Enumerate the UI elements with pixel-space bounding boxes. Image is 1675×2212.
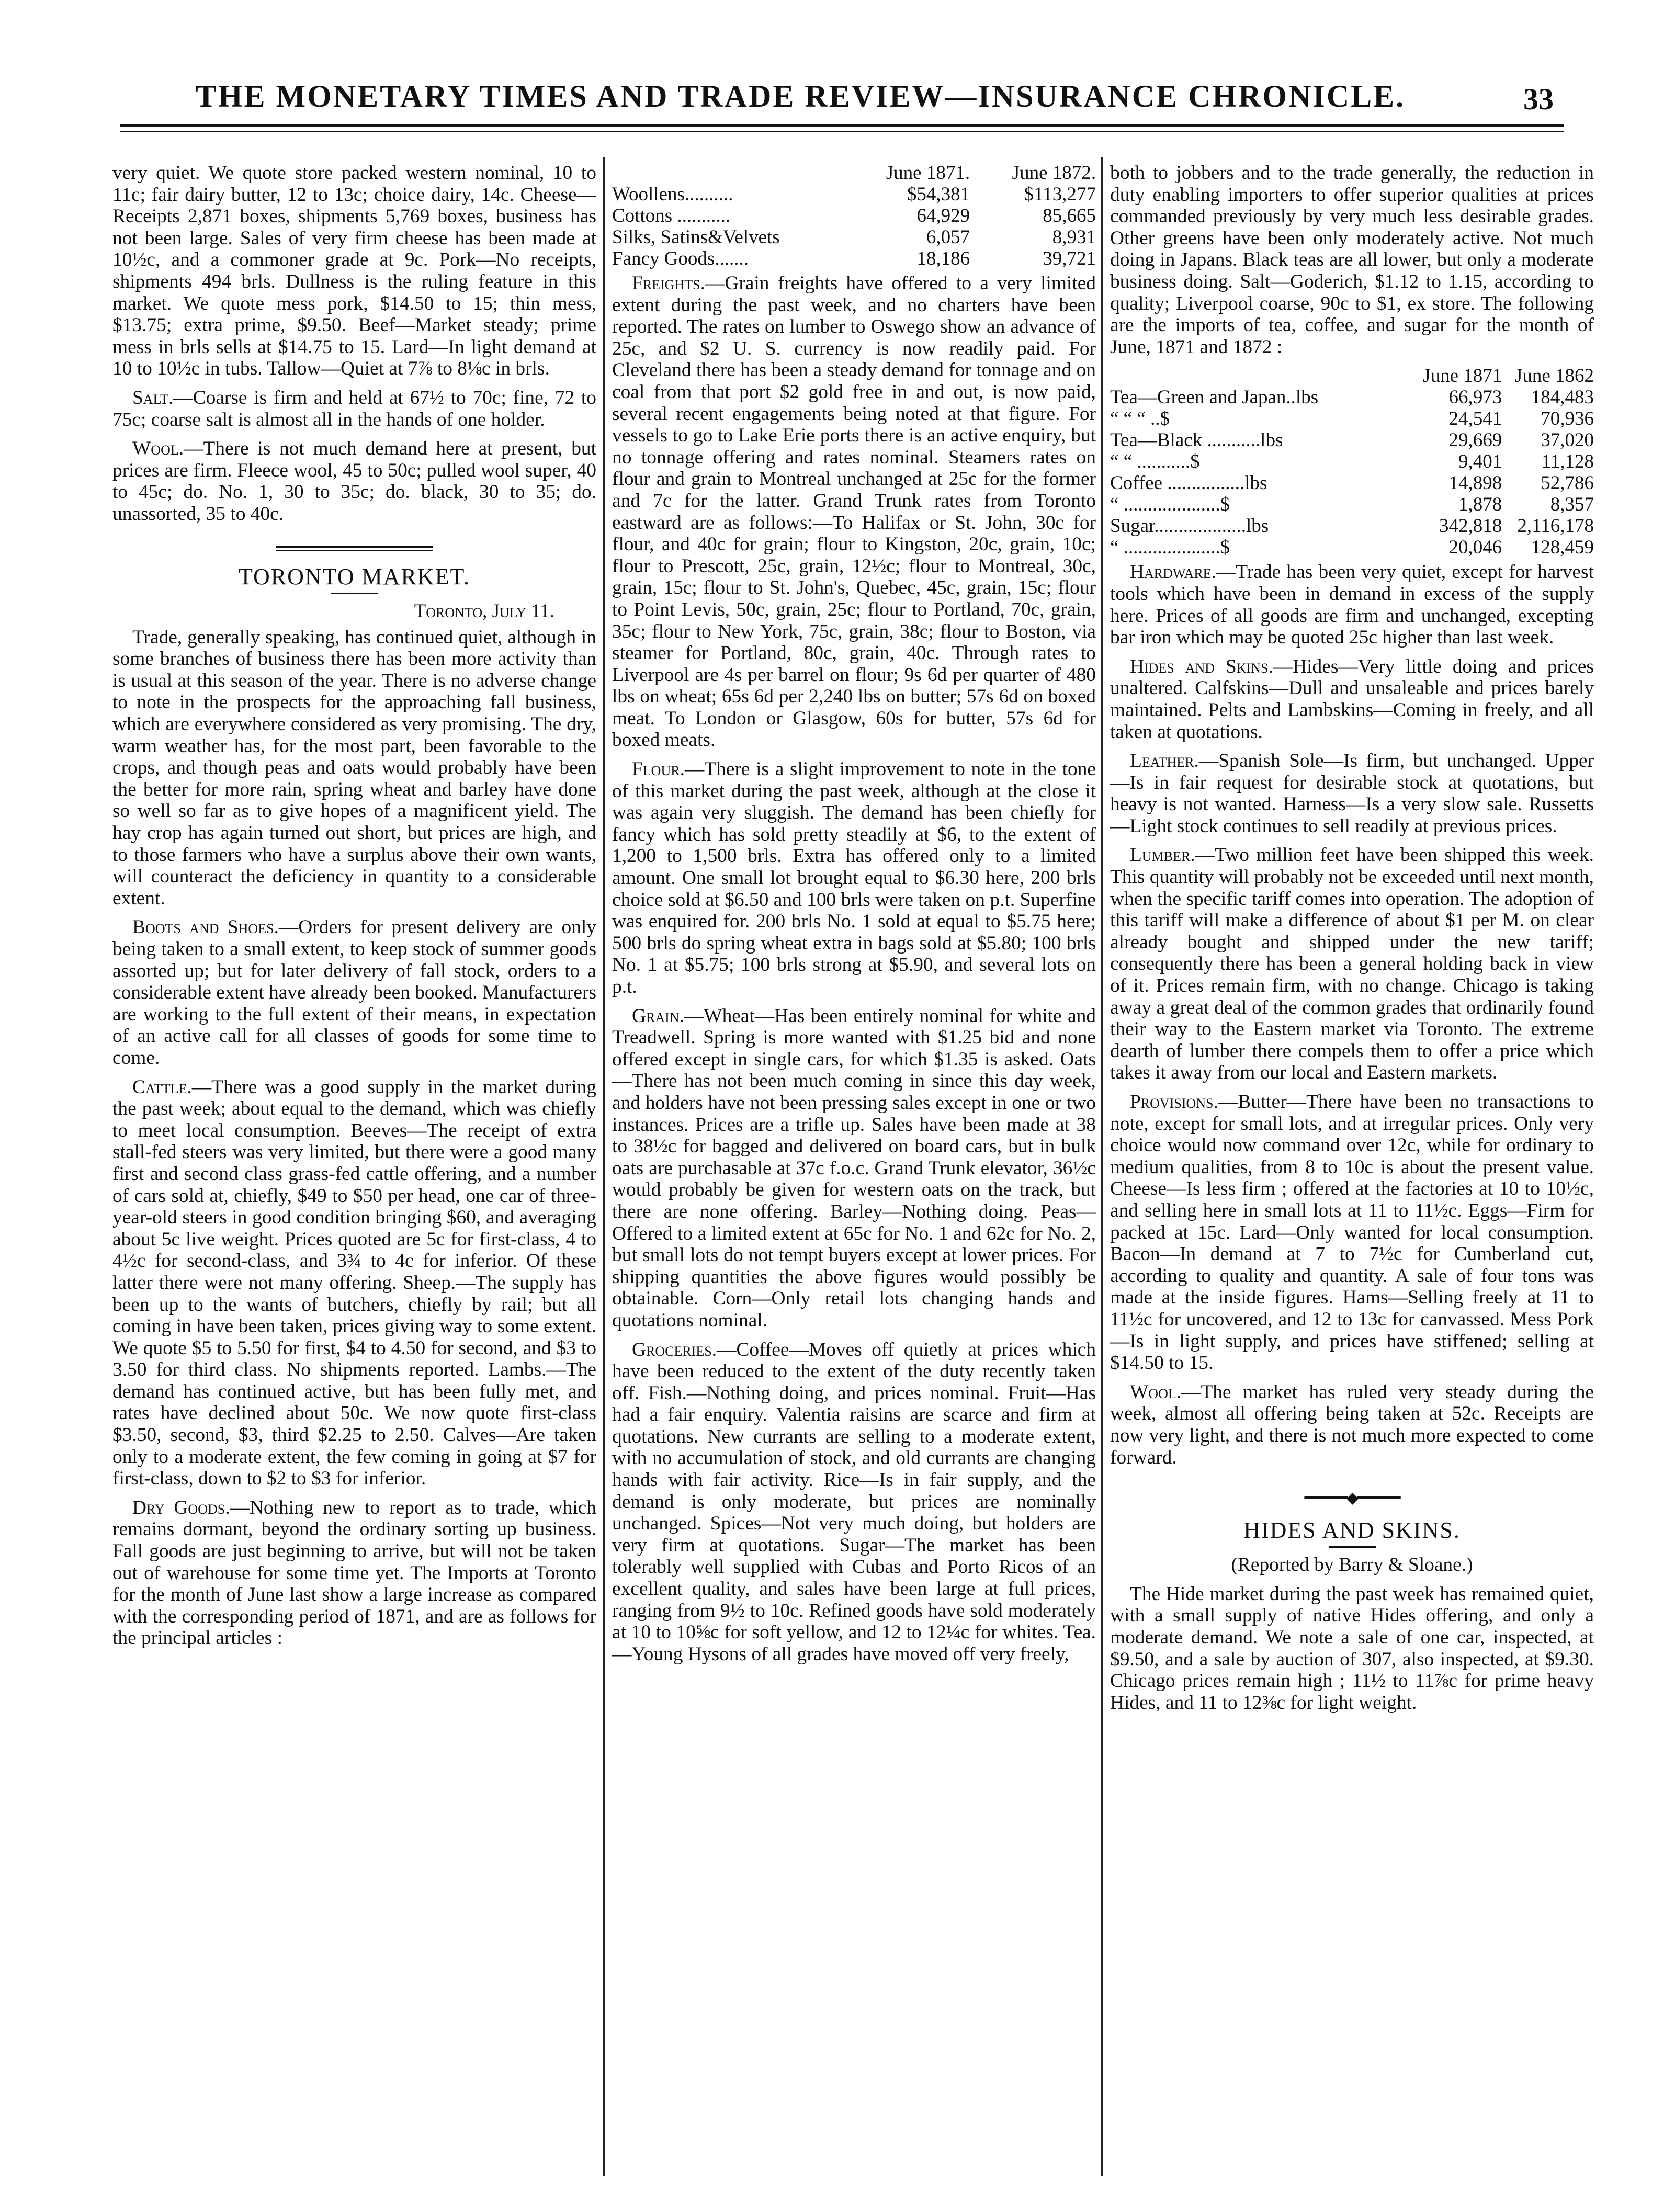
wool-label: Wool. — [132, 438, 184, 460]
hardware-paragraph — [1110, 561, 1594, 648]
salt-text: —Coarse is firm and held at 67½ to 70c; fine, 72 to 75c; coarse salt is almost all in the hands of one holder. — [112, 387, 596, 430]
trade-paragraph: Trade, generally speaking, has continued quiet, although in some branches of business there has been more activity than is usual at this season of the year. There is no adverse change to note in the prospects for the approaching fall business, which are everywhere considered as very promising. The dry, warm weather has, for the most part, been favorable to the crops, and though peas and oats would probably have been the better for more rain, spring wheat and barley have done so well so far as to give hopes of a magnificent yield. The hay crop has again turned out short, but prices are high, and to those farmers who have a surplus above their own wants, will counteract the deficiency in quantity to a considerable extent. — [112, 626, 596, 909]
wool-text: —The market has ruled very steady during the week, almost all offering being taken at 52c. Receipts are now very light, and there is not much more expected to come forward. — [1110, 1381, 1594, 1468]
grain-paragraph — [612, 1005, 1096, 1332]
flour-paragraph — [612, 758, 1096, 998]
cell-1871: 64,929 — [916, 205, 970, 226]
table-header: June 1871. — [886, 162, 970, 184]
hides-skins-heading: HIDES AND SKINS. — [1243, 1517, 1461, 1543]
groceries-paragraph — [612, 1339, 1096, 1665]
column-divider — [603, 157, 605, 2176]
column-right — [1110, 162, 1594, 2181]
cattle-text: —There was a good supply in the market during the past week; about equal to the demand, which was chiefly to meet local consumption. Beeves—The receipt of extra stall-fed steers was very limited, but there were a good many first and second class grass-fed cattle offering, and a number of cars sold at, chiefly, $49 to $50 per head, one car of three-year-old steers in good condition bringing $60, and averaging about 5c live weight. Prices quoted are 5c for first-class, 4 to 4½c for second-class, and 3¾ to 4c for inferior. Of these latter there were not many offering. Sheep.—The supply has been up to the wants of butchers, chiefly by rail; but all coming in have been taken, prices giving way to some extent. We quote $5 to 5.50 for first, $4 to 4.50 for second, and $3 to 3.50 for third class. No shipments reported. Lambs.—The demand has continued active, but has been fully met, and rates have declined about 50c. We now quote first-class $3.50, second, $3, third $2.25 to 2.50. Calves—Are taken only to a moderate extent, the few coming in going at $7 for first-class, down to $2 to $3 for inferior. — [112, 1076, 596, 1490]
provisions-text: —Butter—There have been no transactions to note, except for small lots, and at irregular prices. Only very choice would now command over 12c, while for ordinary to medium qualities, from 8 to 10c is about the present value. Cheese—Is less firm ; offered at the factories at 10 to 10½c, and selling here in small lots at 11 to 11½c. Eggs—Firm for packed at 15c. Lard—Only wanted for local consumption. Bacon—In demand at 7 to 7½c for Cumberland cut, according to quality and quantity. A sale of four tons was made at the inside figures. Hams—Selling freely at 11 to 11½c for uncovered, and 12 to 13c for canvassed. Mess Pork—Is in light supply, and prices have stiffened; selling at $14.50 to 15. — [1110, 1091, 1594, 1374]
wool-paragraph — [112, 438, 596, 525]
leather-paragraph — [1110, 750, 1594, 837]
cell-1871: 14,898 — [1448, 472, 1502, 494]
cell-1871: 1,878 — [1458, 494, 1502, 516]
lumber-paragraph — [1110, 844, 1594, 1084]
lumber-text: —Two million feet have been shipped this week. This quantity will probably not be exceeded until next month, when the specific tariff comes into operation. The adoption of this tariff will make a difference of about $1 per M. on clear already bought and shipped under the new tariff; consequently there has been a general holding back in view of it. Prices remain firm, with no change. Chicago is taking away a great deal of the common grades that ordinarily found their way to the Eastern market via Toronto. The extreme dearth of lumber there compels them to offer a price which takes it away from our local and Eastern markets. — [1110, 844, 1594, 1084]
row-label: Fancy Goods....... — [612, 248, 749, 269]
row-label: “ ....................$ — [1110, 537, 1230, 559]
wool-label: Wool. — [1130, 1381, 1182, 1403]
cell-1872: 8,931 — [1052, 226, 1096, 248]
page-number: 33 — [1523, 82, 1554, 116]
boots-shoes-label: Boots and Shoes. — [132, 916, 279, 938]
butter-cheese-paragraph: very quiet. We quote store packed western nominal, 10 to 11c; fair dairy butter, 12 to 13c; choice dairy, 14c. Cheese—Receipts 2,871 boxes, shipments 5,769 boxes, business has not been large. Sales of very firm cheese has been made at 10½c, and a commoner grade at 9c. Pork—No receipts, shipments 494 brls. Dullness is the ruling feature in this market. We quote mess pork, $14.50 to 15; thin mess, $13.75; extra prime, $9.50. Beef—Market steady; prime mess in brls sells at $14.75 to 15. Lard—In light demand at 10 to 10½c in tubs. Tallow—Quiet at 7⅞ to 8⅛c in brls. — [112, 162, 596, 380]
provisions-label: Provisions. — [1130, 1091, 1218, 1113]
cell-1871: 6,057 — [926, 226, 970, 248]
hardware-text: —Trade has been very quiet, except for harvest tools which have been in demand in excess of the supply here. Prices of all goods are firm and unchanged, excepting bar iron which may be quoted 25c higher than last week. — [1110, 561, 1594, 649]
freights-label: Freights. — [632, 273, 705, 294]
cell-1871: 66,973 — [1448, 387, 1502, 409]
cell-1862: 184,483 — [1531, 387, 1594, 409]
table-row — [1110, 472, 1594, 494]
row-label: “ “ ...........$ — [1110, 451, 1200, 473]
cell-1871: 9,401 — [1458, 451, 1502, 473]
tea-paragraph: both to jobbers and to the trade generally, the reduction in duty enabling importers to offer superior qualities at prices commanded previously by very much less desirable grades. Other greens have been only moderately active. Not much doing in Japans. Black teas are all lower, but only a moderate business doing. Salt—Goderich, $1.12 to 1.15, according to quality; Liverpool coarse, 90c to $1, ex store. The following are the imports of tea, coffee, and sugar for the month of June, 1871 and 1872 : — [1110, 162, 1594, 358]
freights-text: —Grain freights have offered to a very limited extent during the past week, and no charters have been reported. The rates on lumber to Oswego show an advance of 25c, and $2 U. S. currency is now readily paid. For Cleveland there has been a steady demand for tonnage and on coal from that port $2 gold free in and out, is now paid, several recent engagements being noted at that figure. For vessels to go to Lake Erie ports there is an active enquiry, but no tonnage offering and rates nominal. Steamers rates on flour and grain to Montreal unchanged at 25c for the former and 7c for the latter. Grand Trunk rates from Toronto eastward are as follows:—To Halifax or St. John, 30c for flour, and 40c for grain; flour to Kingston, 20c, grain, 10c; flour to Prescott, 25c, grain, 12½c; flour to Montreal, 30c, grain, 15c; flour to St. John's, Quebec, 45c, grain, 15c; flour to Point Levis, 50c, grain, 25c; flour to Portland, 70c, grain, 35c; flour to New York, 75c, grain, 38c; flour to Boston, via steamer for Portland, 80c, grain, 40c. Through rates to Liverpool are 4s per barrel on flour; 9s 6d per quarter of 480 lbs on wheat; 65s 6d per 2,240 lbs on butter; 57s 6d on boxed meat. To London or Glasgow, 60s for butter, 57s 6d for boxed meats. — [612, 273, 1096, 751]
wool-text: —There is not much demand here at present, but prices are firm. Fleece wool, 45 to 50c; pulled wool super, 40 to 45c; do. No. 1, 30 to 35c; do. black, 30 to 35; do. unassorted, 35 to 40c. — [112, 438, 596, 525]
boots-shoes-text: —Orders for present delivery are only being taken to a small extent, to keep stock of summer goods assorted up; but for later delivery of fall stock, orders to a considerable extent have already been booked. Manufacturers are working to the full extent of their means, in expectation of an active call for all classes of goods for some time to come. — [112, 916, 596, 1069]
cattle-paragraph — [112, 1076, 596, 1490]
provisions-paragraph — [1110, 1091, 1594, 1374]
cell-1871: $54,381 — [907, 184, 970, 205]
table-row — [612, 184, 1096, 205]
header-rule — [120, 124, 1564, 127]
boots-shoes-paragraph — [112, 916, 596, 1069]
row-label: “ ....................$ — [1110, 494, 1230, 516]
dry-goods-label: Dry Goods. — [132, 1496, 230, 1518]
salt-paragraph — [112, 387, 596, 430]
row-label: “ “ “ ..$ — [1110, 408, 1170, 430]
table-row — [1110, 408, 1594, 429]
running-title: THE MONETARY TIMES AND TRADE REVIEW—INSURANCE CHRONICLE. — [195, 79, 1406, 114]
hardware-label: Hardware. — [1130, 561, 1216, 583]
cattle-label: Cattle. — [132, 1076, 192, 1098]
table-header-row — [1110, 365, 1594, 387]
short-rule — [1329, 1546, 1376, 1548]
column-middle — [612, 162, 1096, 2181]
row-label: Woollens.......... — [612, 184, 733, 205]
freights-paragraph — [612, 273, 1096, 751]
table-row — [612, 248, 1096, 269]
leather-text: —Spanish Sole—Is firm, but unchanged. Upper—Is in fair request for desirable stock at quotations, but heavy is not wanted. Harness—Is a very slow sale. Russetts—Light stock continues to sell readily at previous prices. — [1110, 750, 1594, 837]
dry-goods-imports-table — [612, 162, 1096, 269]
table-row — [1110, 387, 1594, 408]
row-label: Tea—Green and Japan..lbs — [1110, 387, 1319, 409]
dry-goods-text: —Nothing new to report as to trade, which remains dormant, beyond the ordinary sorting up business. Fall goods are just beginning to arrive, but will not be taken out of warehouse for some time yet. The Imports at Toronto for the month of June last show a large increase as compared with the corresponding period of 1871, and are as follows for the principal articles : — [112, 1496, 596, 1649]
flour-text: —There is a slight improvement to note in the tone of this market during the past week, although at the close it was again very sluggish. The demand has been chiefly for fancy which has sold pretty steadily at $6, to the extent of 1,200 to 1,500 brls. Extra has offered only to a limited amount. One small lot brought equal to $6.30 here, 200 brls choice sold at $6.50 and 100 brls were taken on p.t. Superfine was enquired for. 200 brls No. 1 sold at equal to $5.75 here; 500 brls do spring wheat extra in bags sold at $5.80; 100 brls No. 1 at $5.75; 100 brls strong at $5.90, and several lots on p.t. — [612, 758, 1096, 997]
cell-1862: 70,936 — [1541, 408, 1594, 430]
grain-text: —Wheat—Has been entirely nominal for white and Treadwell. Spring is more wanted with $1.25 bid and none offered except in single cars, for which $1.35 is asked. Oats—There has not been much coming in since this day week, and holders have not been pressing sales except in one or two instances. Prices are a trifle up. Sales have been made at 38 to 38½c for bagged and delivered on board cars, but in bulk oats are purchasable at 37c f.o.c. Grand Trunk elevator, 36½c would probably be given for western oats on the track, but there are none offering. Barley—Nothing doing. Peas—Offered to a limited extent at 65c for No. 1 and 62c for No. 2, but small lots do not tempt buyers except at lower prices. For shipping quantities the above figures would possibly be obtainable. Corn—Only retail lots changing hands and quotations nominal. — [612, 1005, 1096, 1331]
table-row — [1110, 494, 1594, 515]
table-row — [612, 205, 1096, 226]
cell-1871: 29,669 — [1448, 429, 1502, 451]
hides-skins-paragraph — [1110, 656, 1594, 743]
row-label: Silks, Satins&Velvets — [612, 226, 780, 248]
hides-skins-label: Hides and Skins. — [1130, 655, 1273, 677]
flour-label: Flour. — [632, 758, 685, 780]
dry-goods-paragraph — [112, 1497, 596, 1649]
ornament-divider-icon: ━━━━━◆━━━━━ — [1304, 1489, 1400, 1507]
groceries-text: —Coffee—Moves off quietly at prices which have been reduced to the extent of the duty recently taken off. Fish.—Nothing doing, and prices nominal. Fruit—Has had a fair enquiry. Valentia raisins are scarce and firm at quotations. New currants are selling to a moderate extent, with no accumulation of stock, and old currants are changing hands with fair activity. Rice—Is in fair supply, and the demand is only moderate, but prices are nominally unchanged. Spices—Not very much doing, but holders are very firm at quotations. Sugar—The market has been tolerably well supplied with Cubas and Porto Ricos of an excellent quality, and sales have been large at full prices, ranging from 9½ to 10c. Refined goods have sold moderately at 10 to 10⅝c for soft yellow, and 12 to 12¼c for whites. Tea.—Young Hysons of all grades have moved off very freely, — [612, 1338, 1096, 1665]
lumber-label: Lumber. — [1130, 844, 1195, 866]
table-header: June 1872. — [1012, 162, 1096, 184]
row-label: Cottons ........... — [612, 205, 731, 226]
table-header: June 1862 — [1514, 365, 1594, 387]
table-row — [612, 226, 1096, 248]
reported-by-line: (Reported by Barry & Sloane.) — [1231, 1554, 1473, 1576]
table-row — [1110, 537, 1594, 558]
page-header — [120, 78, 1564, 152]
column-left — [112, 162, 596, 2181]
table-header-row — [612, 162, 1096, 184]
groceries-label: Groceries. — [632, 1338, 717, 1360]
grain-label: Grain. — [632, 1005, 684, 1027]
cell-1862: 8,357 — [1550, 494, 1594, 516]
cell-1871: 342,818 — [1439, 515, 1502, 537]
table-row — [1110, 429, 1594, 451]
section-ornament-rule — [276, 545, 433, 552]
salt-label: Salt. — [132, 387, 174, 409]
table-row — [1110, 515, 1594, 537]
row-label: Sugar...................lbs — [1110, 515, 1269, 537]
cell-1862: 37,020 — [1541, 429, 1594, 451]
cell-1872: 85,665 — [1043, 205, 1096, 226]
cell-1872: 39,721 — [1043, 248, 1096, 269]
table-row — [1110, 451, 1594, 472]
column-divider — [1101, 157, 1103, 2176]
cell-1862: 128,459 — [1531, 537, 1594, 559]
header-rule-thin — [120, 131, 1564, 132]
leather-label: Leather. — [1130, 750, 1199, 772]
hides-skins-text: —Hides—Very little doing and prices unaltered. Calfskins—Dull and unsaleable and prices barely maintained. Pelts and Lambskins—Coming in freely, and all taken at quotations. — [1110, 655, 1594, 743]
table-header: June 1871 — [1423, 365, 1502, 387]
row-label: Coffee ................lbs — [1110, 472, 1267, 494]
row-label: Tea—Black ...........lbs — [1110, 429, 1283, 451]
cell-1871: 18,186 — [916, 248, 970, 269]
cell-1862: 2,116,178 — [1517, 515, 1594, 537]
cell-1871: 24,541 — [1448, 408, 1502, 430]
cell-1862: 11,128 — [1541, 451, 1594, 473]
cell-1871: 20,046 — [1448, 537, 1502, 559]
tea-coffee-sugar-imports-table — [1110, 365, 1594, 558]
wool-paragraph — [1110, 1381, 1594, 1468]
cell-1872: $113,277 — [1024, 184, 1096, 205]
short-rule — [331, 593, 378, 594]
dateline: Toronto, July 11. — [414, 600, 554, 622]
toronto-market-heading: TORONTO MARKET. — [238, 563, 471, 589]
cell-1862: 52,786 — [1541, 472, 1594, 494]
hide-market-report: The Hide market during the past week has remained quiet, with a small supply of native Hides offering, and only a moderate demand. We note a sale of one car, inspected, at $9.50, and a sale by auction of 307, also inspected, at $9.30. Chicago prices remain high ; 11½ to 11⅞c for prime heavy Hides, and 11 to 12⅜c for light weight. — [1110, 1583, 1594, 1714]
